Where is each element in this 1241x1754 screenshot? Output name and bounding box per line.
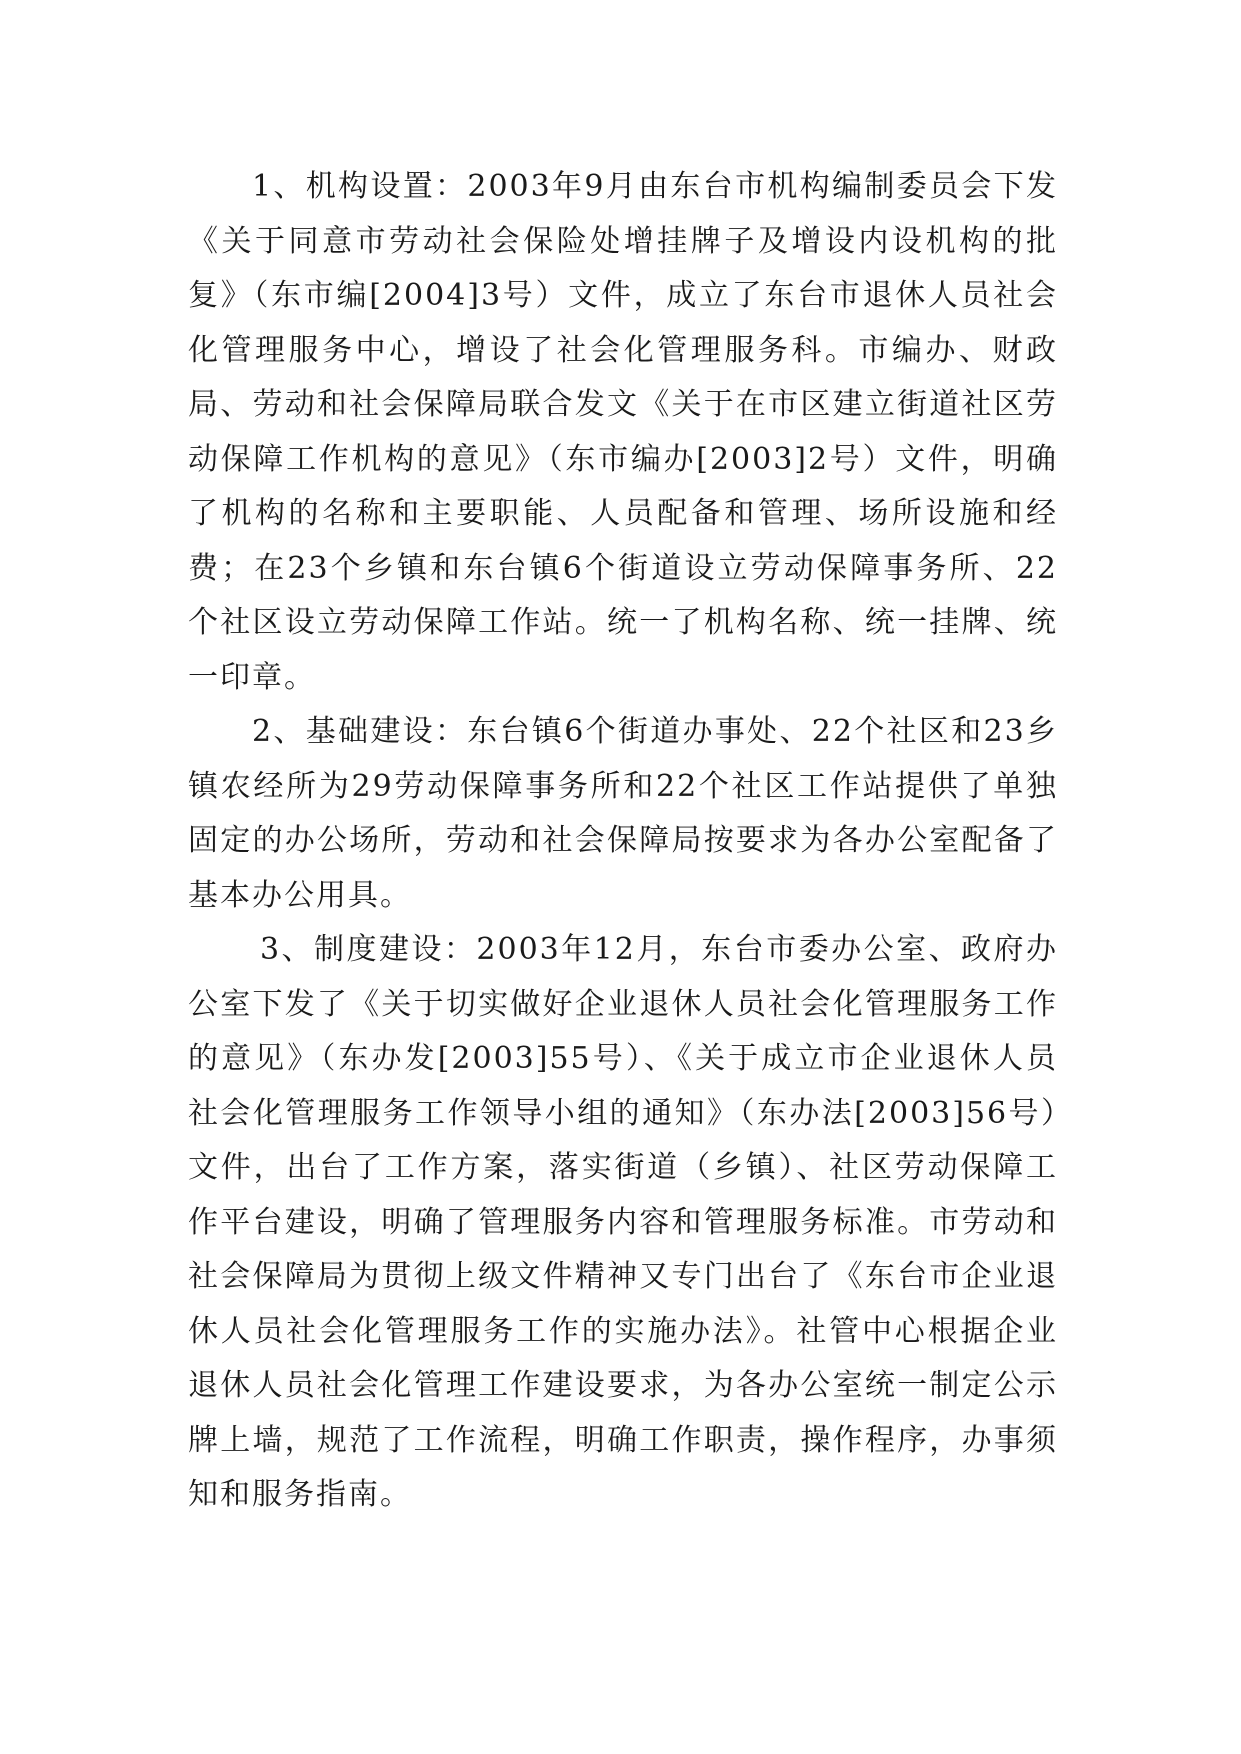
paragraph-infrastructure: 2、基础建设：东台镇6个街道办事处、22个社区和23乡镇农经所为29劳动保障事务所和22个社区工作站提供了单独固定的办公场所，劳动和社会保障局按要求为各办公室配备了基本办公用具。 xyxy=(188,714,1058,913)
document-body xyxy=(188,160,1058,1523)
paragraph-organization-setup: 1、机构设置：2003年9月由东台市机构编制委员会下发《关于同意市劳动社会保险处增挂牌子及增设内设机构的批复》（东市编[2004]3号）文件，成立了东台市退休人员社会化管理服务中心，增设了社会化管理服务科。市编办、财政局、劳动和社会保障局联合发文《关于在市区建立街道社区劳动保障工作机构的意见》（东市编办[2003]2号）文件，明确了机构的名称和主要职能、人员配备和管理、场所设施和经费；在23个乡镇和东台镇6个街道设立劳动保障事务所、22个社区设立劳动保障工作站。统一了机构名称、统一挂牌、统一印章。 xyxy=(188,169,1058,695)
paragraph-system-building: 3、制度建设：2003年12月，东台市委办公室、政府办公室下发了《关于切实做好企业退休人员社会化管理服务工作的意见》（东办发[2003]55号）、《关于成立市企业退休人员社会化管理服务工作领导小组的通知》（东办法[2003]56号）文件，出台了工作方案，落实街道（乡镇）、社区劳动保障工作平台建设，明确了管理服务内容和管理服务标准。市劳动和社会保障局为贯彻上级文件精神又专门出台了《东台市企业退休人员社会化管理服务工作的实施办法》。社管中心根据企业退休人员社会化管理工作建设要求，为各办公室统一制定公示牌上墙，规范了工作流程，明确工作职责，操作程序，办事须知和服务指南。 xyxy=(188,932,1058,1512)
